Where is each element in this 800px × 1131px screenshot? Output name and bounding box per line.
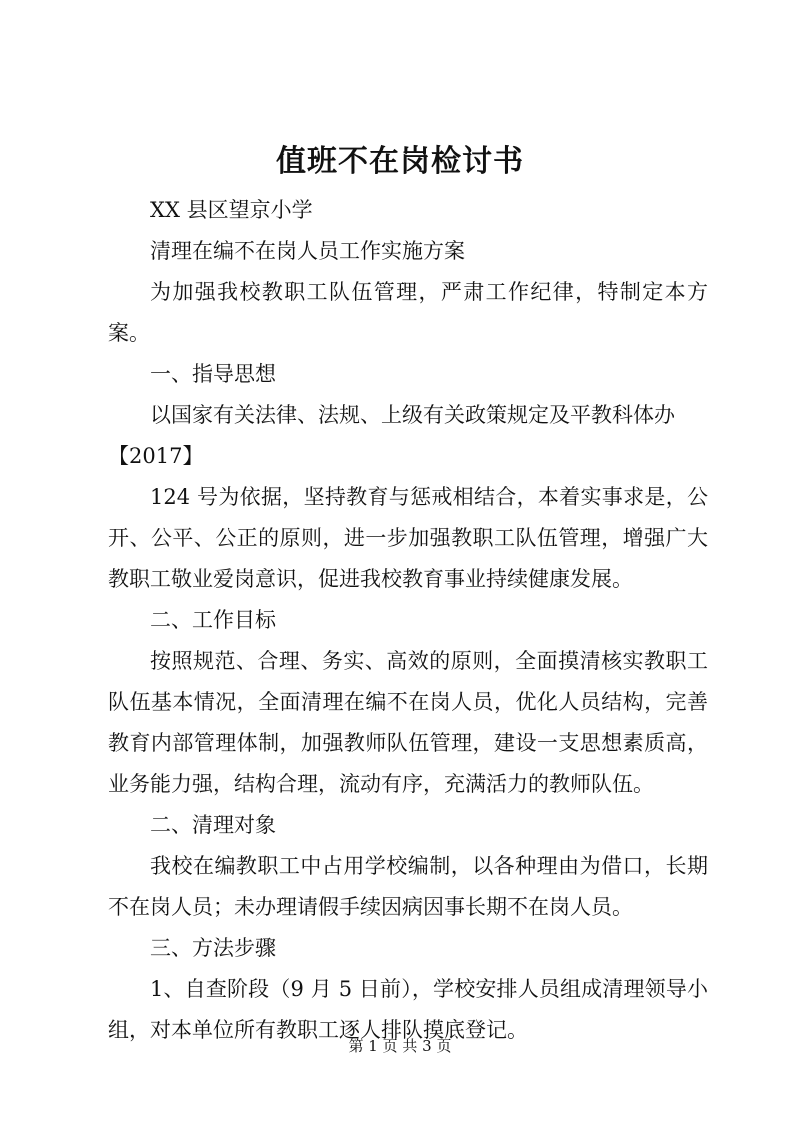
paragraph-self-check-stage: 1、自查阶段（9 月 5 日前），学校安排人员组成清理领导小组，对本单位所有教职工逐人排队摸底登记。 <box>108 977 708 1042</box>
paragraph-basis-detail: 124 号为依据，坚持教育与惩戒相结合，本着实事求是，公开、公平、公正的原则，进一步加强教职工队伍管理，增强广大教职工敬业爱岗意识，促进我校教育事业持续健康发展。 <box>108 485 708 591</box>
paragraph-school-name: XX 县区望京小学 <box>150 198 313 222</box>
section-heading-method-steps: 三、方法步骤 <box>150 936 276 960</box>
paragraph-plan-title: 清理在编不在岗人员工作实施方案 <box>150 239 465 263</box>
paragraph-basis-line: 以国家有关法律、法规、上级有关政策规定及平教科体办 <box>150 403 675 427</box>
section-heading-work-goals: 二、工作目标 <box>150 608 276 632</box>
paragraph-intro: 为加强我校教职工队伍管理，严肃工作纪律，特制定本方案。 <box>108 280 708 345</box>
document-title: 值班不在岗检讨书 <box>276 144 524 179</box>
page-footer: 第 1 页 共 3 页 <box>348 1037 452 1055</box>
paragraph-work-goals: 按照规范、合理、务实、高效的原则，全面摸清核实教职工队伍基本情况，全面清理在编不在岗人员，优化人员结构，完善教育内部管理体制，加强教师队伍管理，建设一支思想素质高，业务能力强，结构合理，流动有序，充满活力的教师队伍。 <box>108 649 708 796</box>
paragraph-clearance-targets: 我校在编教职工中占用学校编制，以各种理由为借口，长期不在岗人员；未办理请假手续因病因事长期不在岗人员。 <box>108 854 708 919</box>
section-heading-clearance-targets: 二、清理对象 <box>150 813 276 837</box>
paragraph-year-bracket: 【2017】 <box>108 444 204 468</box>
section-heading-guiding-ideology: 一、指导思想 <box>150 362 276 386</box>
document-body <box>108 190 708 1051</box>
